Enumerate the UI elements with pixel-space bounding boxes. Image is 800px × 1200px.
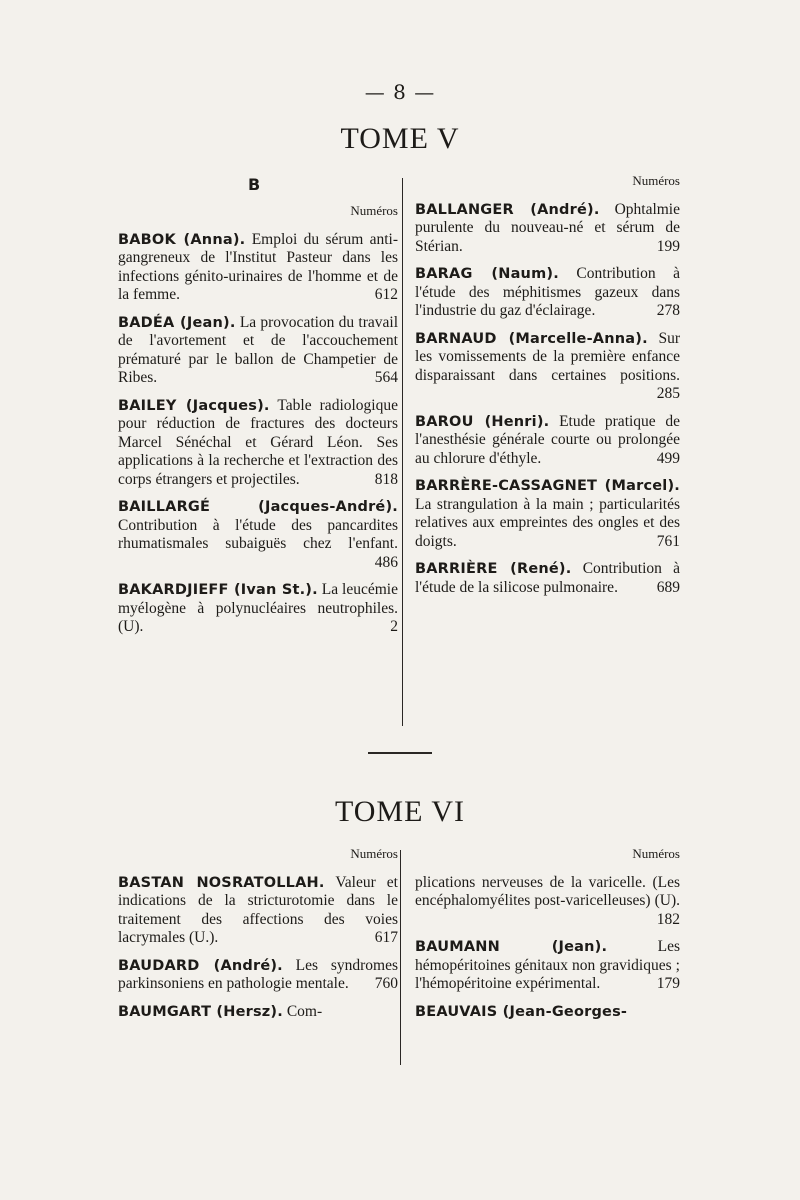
index-entry — [118, 957, 398, 994]
entry-author: BAILLARGÉ (Jacques-André). — [118, 499, 398, 515]
index-entry — [118, 231, 398, 305]
entry-author: BABOK (Anna). — [118, 231, 246, 248]
entry-number: 564 — [369, 369, 398, 388]
entry-number: 182 — [651, 911, 680, 930]
entry-number: 278 — [651, 302, 680, 321]
entry-number: 486 — [369, 554, 398, 573]
entry-author: BADÉA (Jean). — [118, 314, 236, 331]
entry-text — [118, 957, 398, 994]
entry-text — [118, 397, 398, 490]
entry-title: Etude pratique de l'anesthésie générale courte ou prolongée au chlorure d'éthyle. — [415, 412, 680, 467]
entry-author: BAROU (Henri). — [415, 413, 550, 430]
entry-title: Table radiologique pour réduction de fractures des docteurs Marcel Sénéchal et Gérard Léon. Ses applications à la recherche et l'extraction des corps étrangers et projectiles. — [118, 396, 398, 488]
entry-number: 761 — [651, 533, 680, 552]
tome-vi-right-column — [415, 845, 680, 1030]
entry-title: Contribution à l'étude de la silicose pulmonaire. — [415, 560, 680, 596]
entry-title: plications nerveuses de la varicelle. (Les encéphalomyélites post-varicelleuses) (U). — [415, 873, 680, 909]
entry-text — [118, 231, 398, 305]
index-entry — [118, 581, 398, 637]
entry-title: Valeur et indications de la stricturotomie dans le traitement des affections des voies lacrymales (U.). — [118, 873, 398, 946]
index-entry — [415, 477, 680, 551]
entry-author: BARRIÈRE (René). — [415, 561, 572, 577]
entry-author: BASTAN NOSRATOLLAH. — [118, 874, 325, 891]
index-entry — [118, 1003, 398, 1022]
entry-author: BARRÈRE-CASSAGNET (Marcel). — [415, 478, 680, 494]
index-entry — [415, 413, 680, 469]
entry-text — [415, 874, 680, 930]
index-entry — [415, 265, 680, 321]
entry-author: BALLANGER (André). — [415, 201, 600, 218]
entry-number: 499 — [651, 450, 680, 469]
column-divider — [400, 850, 401, 1065]
entry-number: 199 — [651, 238, 680, 257]
entry-author: BEAUVAIS (Jean-Georges- — [415, 1003, 628, 1020]
index-entry — [415, 330, 680, 404]
index-entry — [118, 397, 398, 490]
entry-text — [415, 201, 680, 257]
column-divider — [402, 178, 403, 726]
page-number: — 8 — — [364, 80, 436, 104]
entry-author: BAUDARD (André). — [118, 957, 283, 974]
entry-title: Les syndromes parkinsoniens en pathologie mentale. — [118, 956, 398, 992]
tome-v-heading: TOME V — [340, 122, 460, 155]
entry-author: BAUMANN (Jean). — [415, 939, 608, 955]
entry-text — [118, 1003, 398, 1022]
entry-title: La strangulation à la main ; particularités relatives aux empreintes des ongles et des doigts. — [415, 495, 680, 550]
entry-number: 617 — [369, 929, 398, 948]
entry-text — [415, 413, 680, 469]
index-entry — [415, 938, 680, 994]
entry-title: Ophtalmie purulente du nouveau-né et sérum de Stérian. — [415, 200, 680, 255]
numeros-label: Numéros — [632, 846, 680, 861]
numeros-label: Numéros — [350, 203, 398, 218]
entry-number: 818 — [369, 471, 398, 490]
tome-v-right-column — [415, 172, 680, 606]
entry-text — [415, 560, 680, 597]
index-entry — [415, 560, 680, 597]
entry-title: Contribution à l'étude des pancardites rhumatismales subaiguës chez l'enfant. — [118, 516, 398, 552]
entry-title: Emploi du sérum anti-gangreneux de l'Institut Pasteur dans les infections génito-urinaires de l'homme et de la femme. — [118, 230, 399, 303]
index-entry — [415, 1003, 680, 1022]
entry-title: Sur les vomissements de la première enfance disparaissant dans certaines positions. — [415, 329, 680, 384]
index-entry — [415, 201, 680, 257]
entry-text — [415, 938, 680, 994]
entry-title: Les hémopéritoines génitaux non gravidiques ; l'hémopéritoine expérimental. — [415, 938, 680, 992]
entry-title: La leucémie myélogène à polynucléaires neutrophiles.(U). — [118, 581, 398, 635]
entry-number: 285 — [651, 385, 680, 404]
entry-title: La provocation du travail de l'avortement et de l'accouchement prématuré par le ballon de Champetier de Ribes. — [118, 313, 399, 386]
entry-text — [118, 498, 398, 572]
section-rule — [368, 752, 432, 754]
tome-vi-heading: TOME VI — [334, 795, 466, 828]
entry-text — [415, 265, 680, 321]
entry-number: 2 — [384, 618, 398, 637]
tome-v-left-column — [118, 202, 398, 646]
numeros-label: Numéros — [350, 846, 398, 861]
entry-author: BAUMGART (Hersz). — [118, 1003, 283, 1020]
entry-author: BARNAUD (Marcelle-Anna). — [415, 330, 648, 347]
entry-text — [118, 581, 398, 637]
entry-number: 689 — [651, 579, 680, 598]
entry-title: Contribution à l'étude des méphitismes gazeux dans l'industrie du gaz d'éclairage. — [415, 265, 681, 319]
entry-text — [415, 1003, 680, 1022]
entry-author: BAKARDJIEFF (Ivan St.). — [118, 582, 318, 598]
entry-text — [118, 874, 398, 948]
entry-number: 760 — [369, 975, 398, 994]
index-entry — [118, 874, 398, 948]
tome-vi-left-column — [118, 845, 398, 1030]
entry-author: BAILEY (Jacques). — [118, 397, 270, 414]
numeros-label: Numéros — [632, 173, 680, 188]
entry-title: Com- — [286, 1002, 323, 1020]
section-letter-b: B — [248, 175, 261, 194]
entry-author: BARAG (Naum). — [415, 266, 559, 282]
index-entry — [118, 314, 398, 388]
entry-text — [415, 477, 680, 551]
entry-text — [415, 330, 680, 404]
index-entry — [118, 498, 398, 572]
entry-text — [118, 314, 398, 388]
index-entry — [415, 874, 680, 930]
entry-number: 612 — [369, 286, 398, 305]
entry-number: 179 — [651, 975, 680, 994]
